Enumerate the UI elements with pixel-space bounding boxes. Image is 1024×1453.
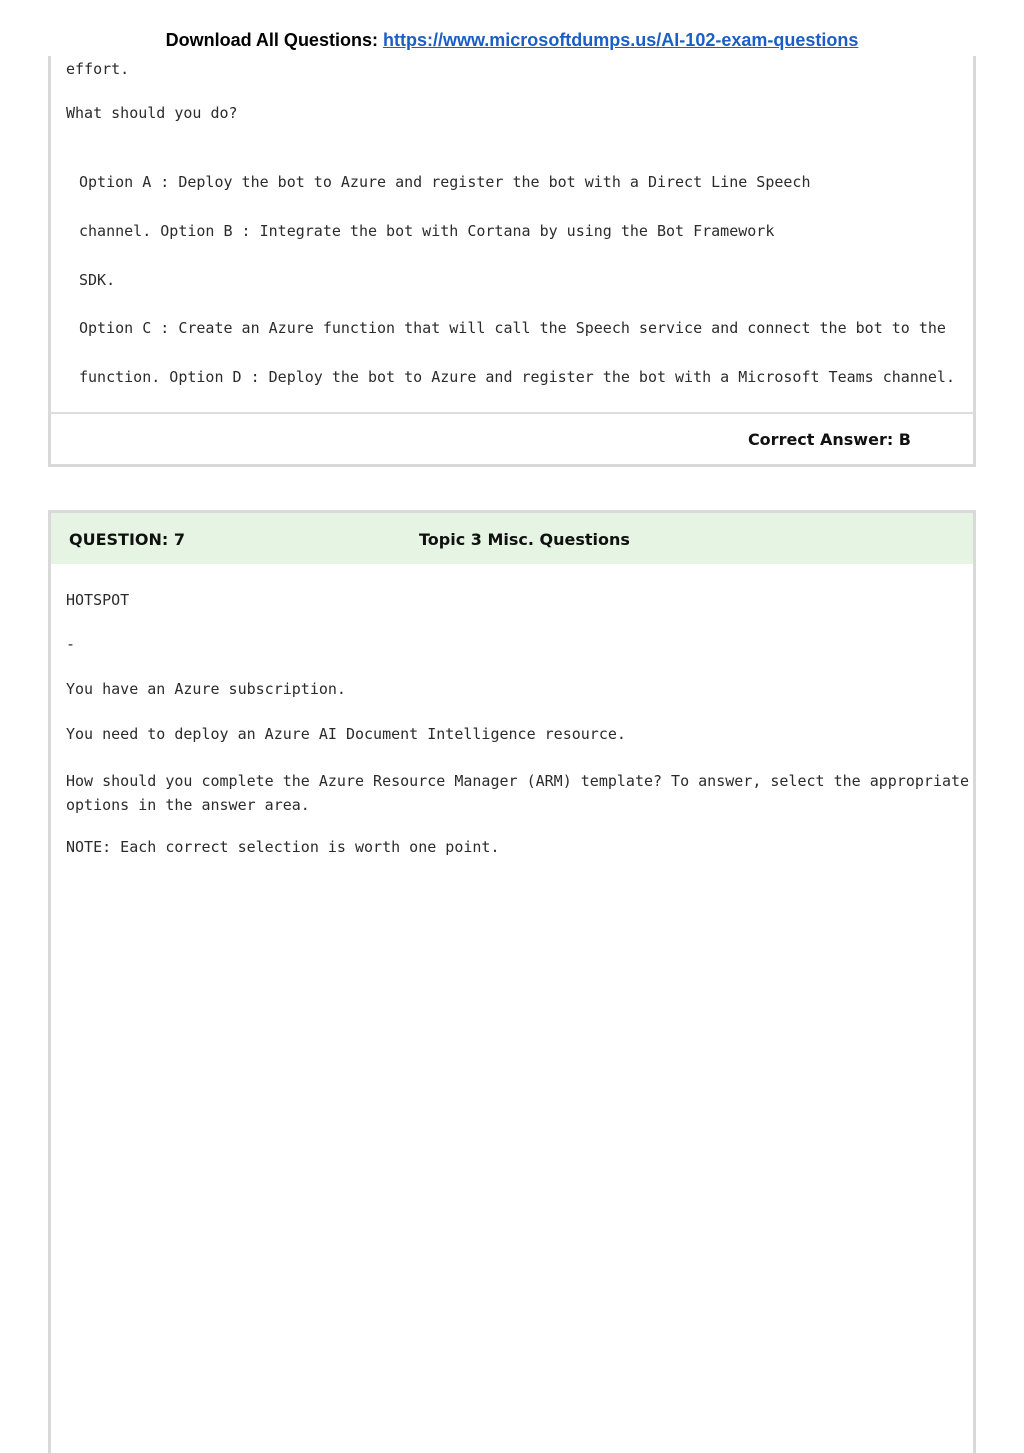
question-number: QUESTION: 7 bbox=[69, 530, 186, 549]
question-paragraph: You have an Azure subscription. bbox=[66, 680, 346, 698]
option-line: channel. Option B : Integrate the bot with Cortana by using the Bot Framework bbox=[79, 222, 775, 240]
question-paragraph: You need to deploy an Azure AI Document Intelligence resource. bbox=[66, 725, 626, 743]
question-card bbox=[48, 510, 976, 1453]
previous-question-card bbox=[48, 56, 976, 467]
question-topic: Topic 3 Misc. Questions bbox=[419, 530, 630, 549]
question-note: NOTE: Each correct selection is worth one point. bbox=[66, 838, 500, 856]
download-banner bbox=[0, 30, 1024, 51]
question-prompt: What should you do? bbox=[66, 104, 238, 122]
question-paragraph: - bbox=[66, 635, 76, 653]
correct-answer: Correct Answer: B bbox=[747, 430, 911, 449]
download-label: Download All Questions: bbox=[165, 30, 378, 50]
question-paragraph: HOTSPOT bbox=[66, 591, 130, 609]
answer-divider bbox=[51, 412, 973, 414]
option-line: SDK. bbox=[79, 271, 116, 289]
download-link[interactable]: https://www.microsoftdumps.us/AI-102-exam-questions bbox=[382, 30, 859, 50]
question-text-tail: effort. bbox=[66, 60, 130, 78]
option-line: Option C : Create an Azure function that will call the Speech service and connect the bot to the bbox=[79, 319, 946, 337]
option-line: function. Option D : Deploy the bot to Azure and register the bot with a Microsoft Teams channel. bbox=[79, 368, 955, 386]
option-line: Option A : Deploy the bot to Azure and register the bot with a Direct Line Speech bbox=[79, 173, 811, 191]
question-paragraph: How should you complete the Azure Resource Manager (ARM) template? To answer, select the appropriate options in the answer area. bbox=[66, 772, 970, 814]
question-header bbox=[51, 513, 973, 564]
